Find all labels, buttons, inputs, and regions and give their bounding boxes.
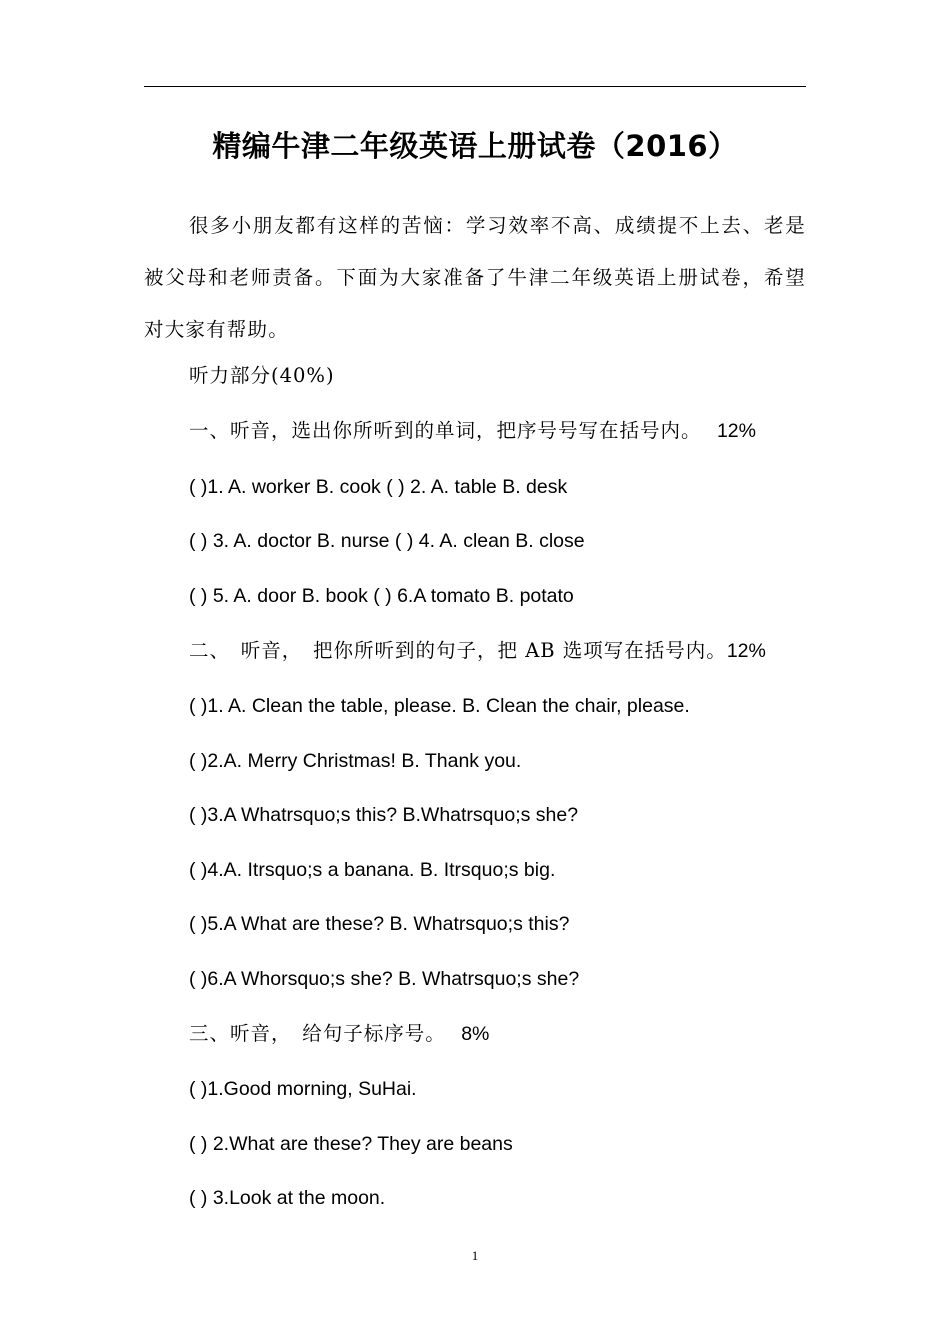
section-2-line: ( )2.A. Merry Christmas! B. Thank you. <box>189 750 522 772</box>
section-2-line: ( )3.A Whatrsquo;s this? B.Whatrsquo;s she? <box>189 804 579 826</box>
section-1-line: ( ) 5. A. door B. book ( ) 6.A tomato B. potato <box>189 585 574 607</box>
document-title: 精编牛津二年级英语上册试卷（2016） <box>212 129 738 163</box>
section-2-line: ( )6.A Whorsquo;s she? B. Whatrsquo;s she? <box>189 968 580 990</box>
header-rule <box>144 86 806 87</box>
section-1-heading-row <box>189 416 829 446</box>
section-2-line: ( )5.A What are these? B. Whatrsquo;s this? <box>189 913 570 935</box>
listening-header: 听力部分(40%) <box>189 364 335 387</box>
section-3-heading-row <box>189 1019 829 1049</box>
section-1-points: 12% <box>716 420 756 442</box>
section-3-line: ( ) 2.What are these? They are beans <box>189 1133 513 1155</box>
section-3-points: 8% <box>461 1023 490 1045</box>
intro-paragraph: 很多小朋友都有这样的苦恼：学习效率不高、成绩提不上去、老是被父母和老师责备。下面为大家准备了牛津二年级英语上册试卷，希望对大家有帮助。 <box>144 214 806 341</box>
section-1-line: ( )1. A. worker B. cook ( ) 2. A. table B. desk <box>189 476 568 498</box>
section-1-line: ( ) 3. A. doctor B. nurse ( ) 4. A. clean B. close <box>189 530 585 552</box>
section-3-line: ( )1.Good morning, SuHai. <box>189 1078 417 1100</box>
section-2-line: ( )1. A. Clean the table, please. B. Clean the chair, please. <box>189 695 690 717</box>
section-2-heading-row <box>189 636 829 666</box>
section-2-line: ( )4.A. Itrsquo;s a banana. B. Itrsquo;s big. <box>189 859 556 881</box>
section-1-heading: 一、听音，选出你所听到的单词，把序号号写在括号内。 <box>189 419 702 442</box>
section-2-points: 12% <box>726 640 766 662</box>
section-3-line: ( ) 3.Look at the moon. <box>189 1187 386 1209</box>
section-3-heading: 三、听音， 给句子标序号。 <box>189 1022 446 1045</box>
page-number: 1 <box>471 1248 479 1263</box>
section-2-heading: 二、 听音， 把你所听到的句子，把 AB 选项写在括号内。 <box>189 639 727 662</box>
